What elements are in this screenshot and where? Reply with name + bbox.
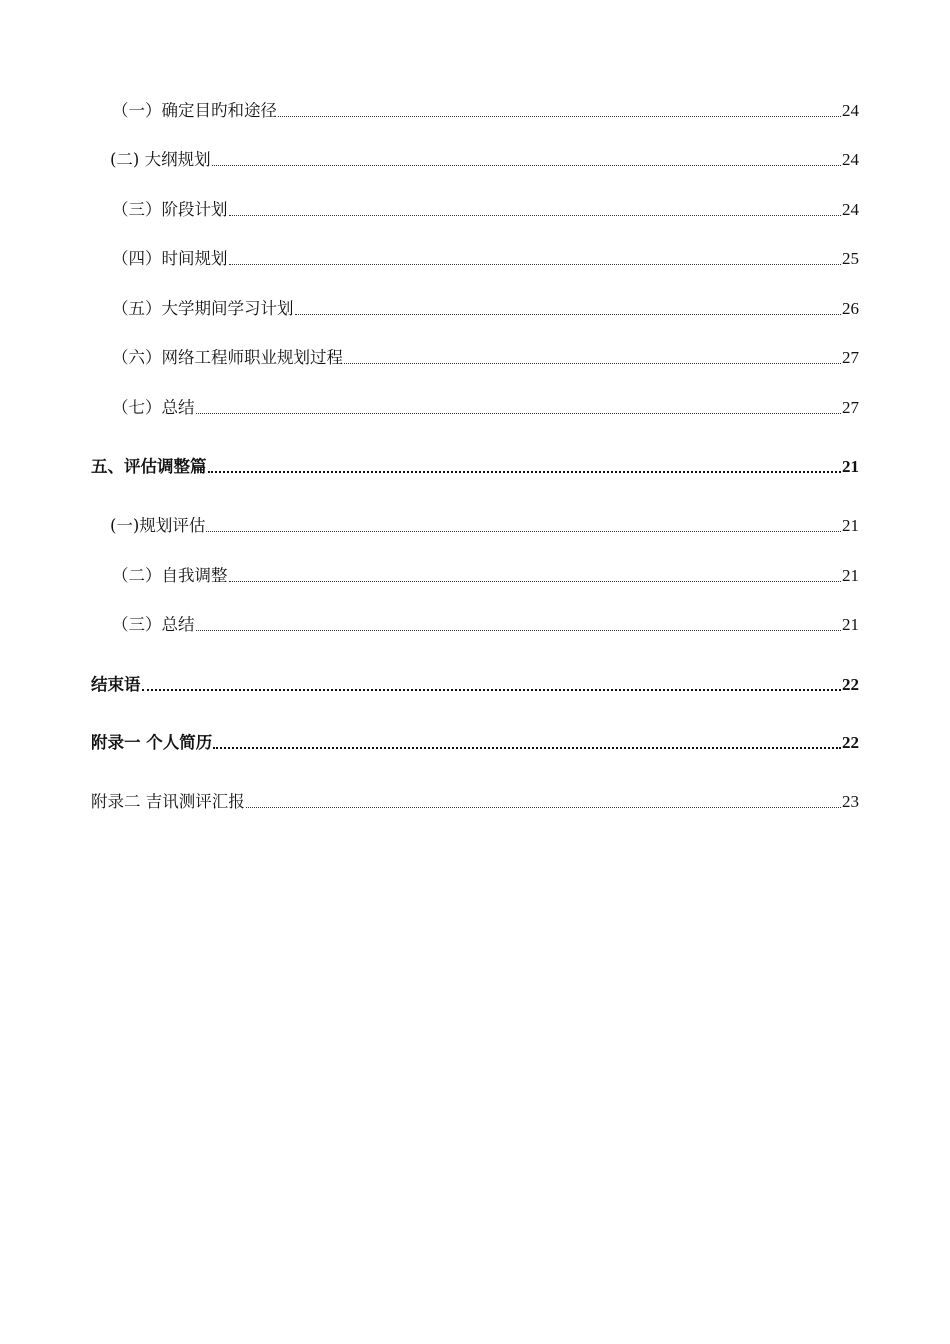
toc-entry-label: （三）阶段计划 bbox=[112, 200, 228, 219]
toc-entry[interactable] bbox=[112, 198, 859, 222]
toc-page-number: 21 bbox=[842, 457, 859, 476]
toc-leader-dots bbox=[278, 116, 841, 117]
toc-entry-label: 附录二 吉讯测评汇报 bbox=[91, 792, 245, 811]
toc-leader-dots bbox=[229, 581, 842, 582]
toc-leader-dots bbox=[213, 747, 841, 749]
toc-entry-label: （二）自我调整 bbox=[112, 566, 228, 585]
toc-section-entry[interactable] bbox=[91, 455, 859, 479]
toc-page-number: 24 bbox=[842, 150, 859, 169]
toc-entry[interactable] bbox=[110, 148, 859, 172]
toc-entry-label: 五、评估调整篇 bbox=[91, 457, 207, 476]
toc-leader-dots bbox=[295, 314, 842, 315]
toc-leader-dots bbox=[196, 413, 842, 414]
toc-leader-dots bbox=[212, 165, 841, 166]
toc-page-number: 27 bbox=[842, 348, 859, 367]
toc-entry[interactable] bbox=[112, 297, 859, 321]
toc-entry-label: （三）总结 bbox=[112, 615, 195, 634]
toc-entry-label: 附录一 个人简历 bbox=[91, 733, 213, 752]
toc-page-number: 24 bbox=[842, 200, 859, 219]
toc-page-number: 23 bbox=[842, 792, 859, 811]
toc-entry-label: (一)规划评估 bbox=[110, 516, 206, 535]
toc-page-number: 24 bbox=[842, 101, 859, 120]
toc-page-number: 22 bbox=[842, 675, 859, 694]
toc-page-number: 22 bbox=[842, 733, 859, 752]
toc-leader-dots bbox=[208, 471, 842, 473]
toc-entry[interactable] bbox=[112, 396, 859, 420]
toc-entry-label: （七）总结 bbox=[112, 398, 195, 417]
toc-page-number: 25 bbox=[842, 249, 859, 268]
toc-entry[interactable] bbox=[112, 613, 859, 637]
toc-entry-label: （六）网络工程师职业规划过程 bbox=[112, 348, 343, 367]
toc-entry[interactable] bbox=[110, 514, 859, 538]
toc-entry-label: 结束语 bbox=[91, 675, 141, 694]
toc-entry-label: （五）大学期间学习计划 bbox=[112, 299, 294, 318]
toc-entry[interactable] bbox=[112, 99, 859, 123]
toc-section-entry[interactable] bbox=[91, 790, 859, 814]
toc-entry-label: (二) 大纲规划 bbox=[110, 150, 211, 169]
toc-page-number: 21 bbox=[842, 566, 859, 585]
toc-section-entry[interactable] bbox=[91, 731, 859, 755]
toc-entry[interactable] bbox=[112, 564, 859, 588]
toc-entry[interactable] bbox=[112, 346, 859, 370]
toc-page-number: 27 bbox=[842, 398, 859, 417]
toc-page-number: 21 bbox=[842, 615, 859, 634]
toc-leader-dots bbox=[142, 689, 842, 691]
toc-page-number: 26 bbox=[842, 299, 859, 318]
toc-leader-dots bbox=[196, 630, 842, 631]
toc-entry-label: （一）确定目旳和途径 bbox=[112, 101, 277, 120]
toc-leader-dots bbox=[229, 264, 842, 265]
toc-leader-dots bbox=[206, 531, 841, 532]
toc-entry-label: （四）时间规划 bbox=[112, 249, 228, 268]
toc-leader-dots bbox=[246, 807, 841, 808]
toc-section-entry[interactable] bbox=[91, 673, 859, 697]
toc-page-number: 21 bbox=[842, 516, 859, 535]
toc-entry[interactable] bbox=[112, 247, 859, 271]
toc-leader-dots bbox=[344, 363, 841, 364]
toc-leader-dots bbox=[229, 215, 842, 216]
